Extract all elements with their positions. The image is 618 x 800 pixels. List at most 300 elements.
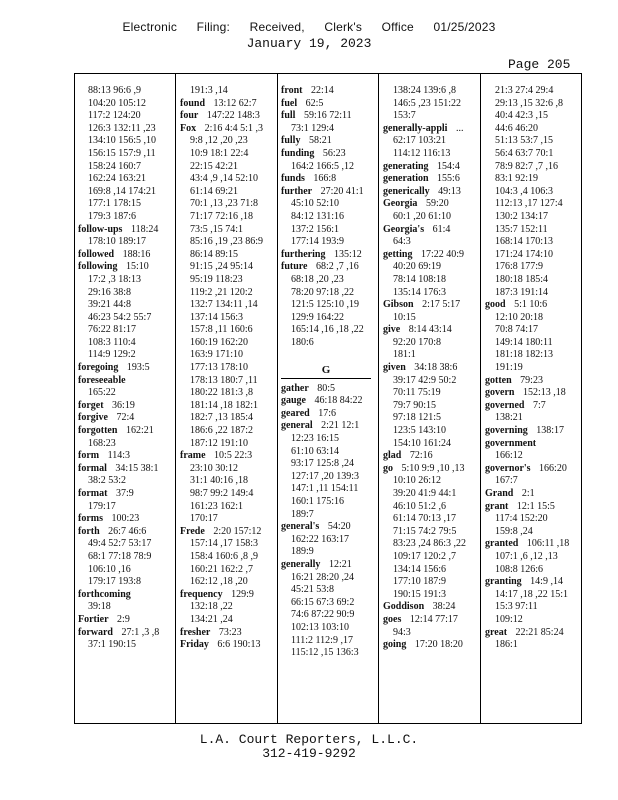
index-line: 137:14 156:3 bbox=[190, 311, 244, 323]
index-line: 177:14 193:9 bbox=[291, 236, 345, 248]
index-line: 106:10 ,16 bbox=[88, 563, 131, 575]
index-line: 178:10 189:17 bbox=[88, 236, 147, 248]
index-line: 46:23 54:2 55:7 bbox=[88, 311, 152, 323]
index-term: government bbox=[485, 437, 537, 449]
index-term: general bbox=[281, 420, 313, 432]
index-entry bbox=[383, 186, 477, 199]
index-term: funds bbox=[281, 173, 305, 185]
index-line: 38:2 53:2 bbox=[88, 475, 127, 487]
index-term: follow-ups bbox=[78, 223, 123, 235]
index-entry bbox=[180, 589, 274, 602]
index-entry bbox=[78, 224, 172, 237]
index-line: 64:3 bbox=[393, 236, 411, 248]
index-references: 17:22 40:9 bbox=[418, 248, 465, 260]
index-line: 76:22 81:17 bbox=[88, 324, 137, 336]
index-line: 117:4 152:20 bbox=[495, 513, 548, 525]
index-term: format bbox=[78, 488, 108, 499]
index-entry bbox=[281, 148, 375, 161]
index-references: 79:23 bbox=[517, 374, 543, 386]
index-references: 129:9 bbox=[228, 588, 254, 600]
index-entry bbox=[78, 513, 172, 526]
index-entry bbox=[78, 450, 172, 463]
index-entry bbox=[281, 249, 375, 262]
index-line: 94:3 bbox=[393, 626, 411, 638]
index-line: 83:23 ,24 86:3 ,22 bbox=[393, 538, 467, 550]
index-line: 154:10 161:24 bbox=[393, 437, 452, 449]
index-entry bbox=[485, 425, 579, 438]
index-line: 134:21 ,24 bbox=[190, 613, 233, 625]
index-entry bbox=[281, 395, 375, 408]
index-line: 10:10 26:12 bbox=[393, 475, 442, 487]
index-references: 72:16 bbox=[407, 450, 433, 462]
index-term: frame bbox=[180, 450, 206, 462]
index-references: 68:2 ,7 ,16 bbox=[313, 261, 359, 273]
index-line: 189:7 bbox=[291, 508, 314, 520]
index-column-3 bbox=[281, 85, 375, 660]
index-line: 179:17 bbox=[88, 500, 116, 512]
index-line: 61:14 69:21 bbox=[190, 185, 239, 197]
index-line: 68:18 ,20 ,23 bbox=[291, 273, 344, 285]
index-line: 22:15 42:21 bbox=[190, 160, 239, 172]
index-line: 146:5 ,23 151:22 bbox=[393, 97, 462, 109]
index-line: 39:20 41:9 44:1 bbox=[393, 488, 457, 499]
index-term: furthering bbox=[281, 248, 326, 260]
index-line: 158:4 160:6 ,8 ,9 bbox=[190, 550, 259, 562]
index-line: 39:21 44:8 bbox=[88, 299, 132, 311]
index-term: gotten bbox=[485, 374, 512, 386]
index-line: 70:11 75:19 bbox=[393, 387, 441, 399]
index-line: 165:22 bbox=[88, 387, 116, 399]
index-term: gauge bbox=[281, 395, 306, 407]
index-term: good bbox=[485, 299, 506, 311]
index-line: 191:3 ,14 bbox=[190, 85, 228, 96]
index-term: governing bbox=[485, 425, 528, 437]
index-references: 5:1 10:6 bbox=[511, 299, 548, 311]
index-references: 166:8 bbox=[310, 173, 337, 185]
index-entry bbox=[180, 450, 274, 463]
index-line: 191:19 bbox=[495, 362, 523, 374]
index-entry bbox=[78, 375, 172, 388]
index-line: 181:18 182:13 bbox=[495, 349, 554, 361]
index-term: getting bbox=[383, 248, 413, 260]
header-subdate: January 19, 2023 bbox=[246, 36, 372, 51]
index-entry bbox=[383, 463, 477, 476]
index-line: 161:23 162:1 bbox=[190, 500, 244, 512]
index-term: forms bbox=[78, 513, 103, 525]
index-line: 29:13 ,15 32:6 ,8 bbox=[495, 97, 564, 109]
index-line: 40:20 69:19 bbox=[393, 261, 442, 273]
column-divider bbox=[175, 74, 176, 723]
index-line: 135:7 152:11 bbox=[495, 223, 548, 235]
index-references: ... bbox=[453, 122, 464, 134]
index-line: 61:14 70:13 ,17 bbox=[393, 513, 457, 525]
index-line: 71:15 74:2 79:5 bbox=[393, 525, 457, 537]
index-references: 27:1 ,3 ,8 bbox=[119, 626, 160, 638]
index-references: 193:5 bbox=[124, 362, 150, 374]
index-references: 12:14 77:17 bbox=[407, 613, 458, 625]
index-line: 179:17 193:8 bbox=[88, 576, 142, 588]
index-line: 45:21 53:8 bbox=[291, 584, 335, 596]
index-line: 73:1 129:4 bbox=[291, 122, 335, 134]
index-references: 100:23 bbox=[109, 513, 140, 525]
index-term: going bbox=[383, 639, 407, 651]
index-line: 74:6 87:22 90:9 bbox=[291, 609, 355, 621]
index-term: front bbox=[281, 85, 303, 96]
index-line: 186:1 bbox=[495, 639, 518, 651]
index-line: 117:2 124:20 bbox=[88, 110, 141, 122]
index-line: 129:9 164:22 bbox=[291, 311, 345, 323]
index-line: 104:3 ,4 106:3 bbox=[495, 185, 554, 197]
index-term: granting bbox=[485, 576, 522, 588]
index-line: 186:6 ,22 187:2 bbox=[190, 425, 254, 437]
index-references: 2:17 5:17 bbox=[419, 299, 461, 311]
index-entry bbox=[78, 488, 172, 501]
index-line: 78:20 97:18 ,22 bbox=[291, 286, 355, 298]
index-entry bbox=[78, 261, 172, 274]
index-entry bbox=[383, 173, 477, 186]
index-line: 165:14 ,16 ,18 ,22 bbox=[291, 324, 364, 336]
header-received: Received, bbox=[249, 20, 305, 34]
index-line: 177:10 187:9 bbox=[393, 576, 447, 588]
index-entry bbox=[383, 614, 477, 627]
index-entry bbox=[281, 261, 375, 274]
index-line: 176:8 177:9 bbox=[495, 261, 544, 273]
index-references: 138:17 bbox=[533, 425, 565, 437]
index-line: 88:13 96:6 ,9 bbox=[88, 85, 142, 96]
index-line: 168:23 bbox=[88, 437, 116, 449]
index-references: 152:13 ,18 bbox=[520, 387, 566, 399]
index-references: 54:20 bbox=[325, 521, 351, 533]
footer-company: L.A. Court Reporters, L.L.C. bbox=[199, 732, 419, 747]
index-references: 2:16 4:4 5:1 ,3 bbox=[202, 122, 263, 134]
index-line: 189:9 bbox=[291, 546, 314, 558]
header-office: Office bbox=[381, 20, 414, 34]
index-entry bbox=[485, 400, 579, 413]
index-line: 61:10 63:14 bbox=[291, 445, 340, 457]
index-term: generally-appli bbox=[383, 122, 448, 134]
index-line: 86:14 89:15 bbox=[190, 248, 239, 260]
index-line: 92:20 170:8 bbox=[393, 336, 442, 348]
index-term: governor's bbox=[485, 462, 531, 474]
index-term: form bbox=[78, 450, 100, 462]
index-line: 157:8 ,11 160:6 bbox=[190, 324, 253, 336]
index-line: 14:17 ,18 ,22 15:1 bbox=[495, 588, 569, 600]
index-references: 59:16 72:11 bbox=[301, 110, 352, 122]
index-column-4 bbox=[383, 85, 477, 652]
index-line: 182:7 ,13 185:4 bbox=[190, 412, 254, 424]
index-entry bbox=[180, 526, 274, 539]
index-entry bbox=[383, 161, 477, 174]
index-entry bbox=[383, 299, 477, 312]
index-line: 79:7 90:15 bbox=[393, 399, 437, 411]
index-entry bbox=[281, 110, 375, 123]
index-term: general's bbox=[281, 521, 320, 533]
index-references: 188:16 bbox=[120, 248, 151, 260]
index-line: 91:15 ,24 95:14 bbox=[190, 261, 254, 273]
index-entry bbox=[281, 408, 375, 421]
footer-phone: 312-419-9292 bbox=[262, 746, 356, 761]
index-line bbox=[281, 349, 375, 362]
index-entry bbox=[281, 85, 375, 98]
index-line: 109:17 120:2 ,7 bbox=[393, 550, 457, 562]
index-line: 51:13 53:7 ,15 bbox=[495, 135, 554, 147]
index-term: forgive bbox=[78, 412, 108, 424]
index-references: 58:21 bbox=[306, 135, 332, 147]
index-line: 162:22 163:17 bbox=[291, 533, 350, 545]
index-references: 17:6 bbox=[315, 407, 336, 419]
index-entry bbox=[485, 299, 579, 312]
index-line: 62:17 103:21 bbox=[393, 135, 447, 147]
index-column-1 bbox=[78, 85, 172, 652]
index-line: 66:15 67:3 69:2 bbox=[291, 596, 355, 608]
index-line: 102:13 103:10 bbox=[291, 621, 350, 633]
index-term: Friday bbox=[180, 639, 209, 651]
index-line: 9:8 ,12 ,20 ,23 bbox=[190, 135, 248, 147]
index-term: grant bbox=[485, 500, 509, 512]
index-line: 153:7 bbox=[393, 110, 416, 122]
index-term: Gibson bbox=[383, 299, 414, 311]
index-references: 38:24 bbox=[430, 601, 456, 613]
index-references: 6:6 190:13 bbox=[214, 639, 261, 651]
index-line: 135:14 176:3 bbox=[393, 286, 447, 298]
index-line: 83:1 92:19 bbox=[495, 173, 539, 185]
index-entry bbox=[383, 249, 477, 262]
index-line: 134:10 156:5 ,10 bbox=[88, 135, 157, 147]
index-references: 166:20 bbox=[536, 462, 567, 474]
index-line: 21:3 27:4 29:4 bbox=[495, 85, 554, 96]
column-divider bbox=[480, 74, 481, 723]
index-line: 177:1 178:15 bbox=[88, 198, 142, 210]
index-entry bbox=[281, 383, 375, 396]
index-line: 160:1 175:16 bbox=[291, 496, 345, 507]
index-entry bbox=[78, 412, 172, 425]
index-entry bbox=[485, 375, 579, 388]
index-references: 17:20 18:20 bbox=[412, 639, 463, 651]
index-entry bbox=[383, 324, 477, 337]
index-term: Grand bbox=[485, 488, 514, 499]
index-line: 45:10 52:10 bbox=[291, 198, 340, 210]
index-term: funding bbox=[281, 147, 315, 159]
index-line: 107:1 ,6 ,12 ,13 bbox=[495, 550, 558, 562]
index-line: 179:3 187:6 bbox=[88, 210, 137, 222]
index-line: 73:5 ,15 74:1 bbox=[190, 223, 244, 235]
index-term: Fox bbox=[180, 122, 197, 134]
index-references: 49:13 bbox=[435, 185, 461, 197]
index-line: 43:4 ,9 ,14 52:10 bbox=[190, 173, 259, 185]
index-term: generally bbox=[281, 558, 321, 570]
header-filing: Filing: bbox=[196, 20, 231, 34]
header-clerks: Clerk's bbox=[324, 20, 363, 34]
index-box bbox=[74, 73, 582, 724]
index-line: 15:3 97:11 bbox=[495, 601, 538, 613]
index-entry bbox=[485, 463, 579, 476]
index-references: 72:4 bbox=[114, 412, 135, 424]
index-references: 22:14 bbox=[308, 85, 334, 96]
index-term: govern bbox=[485, 387, 515, 399]
index-line: 60:1 ,20 61:10 bbox=[393, 210, 452, 222]
index-references: 118:24 bbox=[128, 223, 159, 235]
index-line: 12:10 20:18 bbox=[495, 311, 544, 323]
index-term: four bbox=[180, 110, 199, 122]
index-line: 187:12 191:10 bbox=[190, 437, 249, 449]
index-line: 159:8 ,24 bbox=[495, 525, 533, 537]
index-entry bbox=[180, 98, 274, 111]
index-line: 68:1 77:18 78:9 bbox=[88, 550, 152, 562]
index-references: 12:21 bbox=[326, 558, 352, 570]
index-references: 37:9 bbox=[113, 488, 134, 499]
index-line: 177:13 178:10 bbox=[190, 362, 249, 374]
index-line: 132:18 ,22 bbox=[190, 601, 233, 613]
filing-header bbox=[0, 20, 618, 34]
index-references: 5:10 9:9 ,10 ,13 bbox=[399, 462, 465, 474]
index-references: 13:12 62:7 bbox=[211, 97, 257, 109]
index-term: following bbox=[78, 261, 118, 273]
index-entry bbox=[383, 450, 477, 463]
index-term: foregoing bbox=[78, 362, 119, 374]
index-term: give bbox=[383, 324, 401, 336]
index-line: 70:8 74:17 bbox=[495, 324, 539, 336]
index-line: 160:19 162:20 bbox=[190, 336, 249, 348]
index-line: 16:21 28:20 ,24 bbox=[291, 571, 355, 583]
index-line: 111:2 112:9 ,17 bbox=[291, 634, 353, 646]
index-references: 2:21 12:1 bbox=[318, 420, 360, 432]
index-references: 56:23 bbox=[320, 147, 346, 159]
page-number: Page 205 bbox=[508, 57, 571, 72]
index-line: 168:14 170:13 bbox=[495, 236, 554, 248]
index-entry bbox=[180, 110, 274, 123]
index-line: 169:8 ,14 174:21 bbox=[88, 185, 157, 197]
index-line: 85:16 ,19 ,23 86:9 bbox=[190, 236, 264, 248]
index-entry bbox=[383, 123, 477, 136]
index-line: 132:7 134:11 ,14 bbox=[190, 299, 258, 311]
index-line: 95:19 118:23 bbox=[190, 273, 243, 285]
index-references: 46:18 84:22 bbox=[312, 395, 363, 407]
index-line: 121:5 125:10 ,19 bbox=[291, 299, 360, 311]
index-line: 127:17 ,20 139:3 bbox=[291, 470, 360, 482]
index-line: 37:1 190:15 bbox=[88, 639, 137, 651]
index-line: 156:15 157:9 ,11 bbox=[88, 147, 156, 159]
index-line: 46:10 51:2 ,6 bbox=[393, 500, 447, 512]
index-references: 59:20 bbox=[423, 198, 449, 210]
index-line: 78:9 82:7 ,7 ,16 bbox=[495, 160, 559, 172]
index-references: 73:23 bbox=[216, 626, 242, 638]
index-entry bbox=[281, 521, 375, 534]
index-line: 49:4 52:7 53:17 bbox=[88, 538, 152, 550]
index-entry bbox=[78, 400, 172, 413]
index-references: 27:20 41:1 bbox=[318, 185, 364, 197]
index-line: 84:12 131:16 bbox=[291, 210, 345, 222]
header-electronic: Electronic bbox=[122, 20, 178, 34]
index-entry bbox=[485, 501, 579, 514]
index-term: generating bbox=[383, 160, 429, 172]
index-term: Frede bbox=[180, 525, 205, 537]
index-term: given bbox=[383, 362, 406, 374]
index-line: 130:2 134:17 bbox=[495, 210, 549, 222]
index-entry bbox=[485, 438, 579, 451]
index-term: governed bbox=[485, 399, 525, 411]
index-term: fully bbox=[281, 135, 301, 147]
index-line: 104:20 105:12 bbox=[88, 97, 147, 109]
index-term: granted bbox=[485, 538, 519, 550]
index-entry bbox=[485, 576, 579, 589]
index-term: Fortier bbox=[78, 613, 109, 625]
index-line: 138:21 bbox=[495, 412, 523, 424]
index-entry bbox=[78, 627, 172, 640]
index-line: 119:2 ,21 120:2 bbox=[190, 286, 253, 298]
index-references: 162:21 bbox=[123, 425, 154, 437]
index-term: go bbox=[383, 462, 393, 474]
index-line: 164:2 166:5 ,12 bbox=[291, 160, 355, 172]
index-entry bbox=[78, 362, 172, 375]
index-line: 108:3 110:4 bbox=[88, 336, 136, 348]
index-line: 134:14 156:6 bbox=[393, 563, 447, 575]
index-line: 71:17 72:16 ,18 bbox=[190, 210, 254, 222]
index-line: 39:18 bbox=[88, 601, 111, 613]
index-line: 171:24 174:10 bbox=[495, 248, 554, 260]
index-line: 138:24 139:6 ,8 bbox=[393, 85, 457, 96]
index-line: 157:14 ,17 158:3 bbox=[190, 538, 259, 550]
index-entry bbox=[383, 639, 477, 652]
index-term: generically bbox=[383, 185, 430, 197]
index-line: 162:24 163:21 bbox=[88, 173, 147, 185]
index-references: 135:12 bbox=[331, 248, 362, 260]
index-term: glad bbox=[383, 450, 402, 462]
index-entry bbox=[78, 425, 172, 438]
index-references: 2:20 157:12 bbox=[210, 525, 262, 537]
index-term: followed bbox=[78, 248, 115, 260]
index-line: 170:17 bbox=[190, 513, 218, 525]
index-line: 108:8 126:6 bbox=[495, 563, 544, 575]
index-references: 15:10 bbox=[123, 261, 149, 273]
index-term: further bbox=[281, 185, 313, 197]
index-line: 167:7 bbox=[495, 475, 518, 487]
index-line: 126:3 132:11 ,23 bbox=[88, 122, 156, 134]
index-references: 61:4 bbox=[430, 223, 451, 235]
index-entry bbox=[78, 463, 172, 476]
index-line: 166:12 bbox=[495, 450, 523, 462]
index-line: 114:9 129:2 bbox=[88, 349, 136, 361]
index-references: 34:18 38:6 bbox=[411, 362, 458, 374]
index-column-2 bbox=[180, 85, 274, 652]
index-line: 98:7 99:2 149:4 bbox=[190, 488, 254, 499]
index-references: 106:11 ,18 bbox=[524, 538, 570, 550]
index-entry bbox=[180, 627, 274, 640]
index-line: 123:5 143:10 bbox=[393, 425, 447, 437]
index-term: gather bbox=[281, 382, 309, 394]
index-entry bbox=[281, 173, 375, 186]
index-line: 10:9 18:1 22:4 bbox=[190, 147, 249, 159]
index-references: 22:21 85:24 bbox=[513, 626, 564, 638]
index-line: 190:15 191:3 bbox=[393, 588, 447, 600]
index-references: 2:1 bbox=[519, 488, 535, 499]
index-line: 44:6 46:20 bbox=[495, 122, 539, 134]
index-line: 160:21 162:2 ,7 bbox=[190, 563, 254, 575]
index-references: 7:7 bbox=[530, 399, 546, 411]
header-date: 01/25/2023 bbox=[433, 20, 496, 34]
index-entry bbox=[180, 639, 274, 652]
index-line: 40:4 42:3 ,15 bbox=[495, 110, 549, 122]
index-line: 70:1 ,13 ,23 71:8 bbox=[190, 198, 259, 210]
index-line: 178:13 180:7 ,11 bbox=[190, 374, 258, 386]
index-line: 31:1 40:16 ,18 bbox=[190, 475, 249, 487]
column-divider bbox=[277, 74, 278, 723]
index-term: Goddison bbox=[383, 601, 425, 613]
index-references: 2:9 bbox=[114, 613, 130, 625]
index-entry bbox=[383, 198, 477, 211]
index-entry bbox=[485, 627, 579, 640]
index-line: 163:9 171:10 bbox=[190, 349, 244, 361]
index-term: found bbox=[180, 97, 206, 109]
